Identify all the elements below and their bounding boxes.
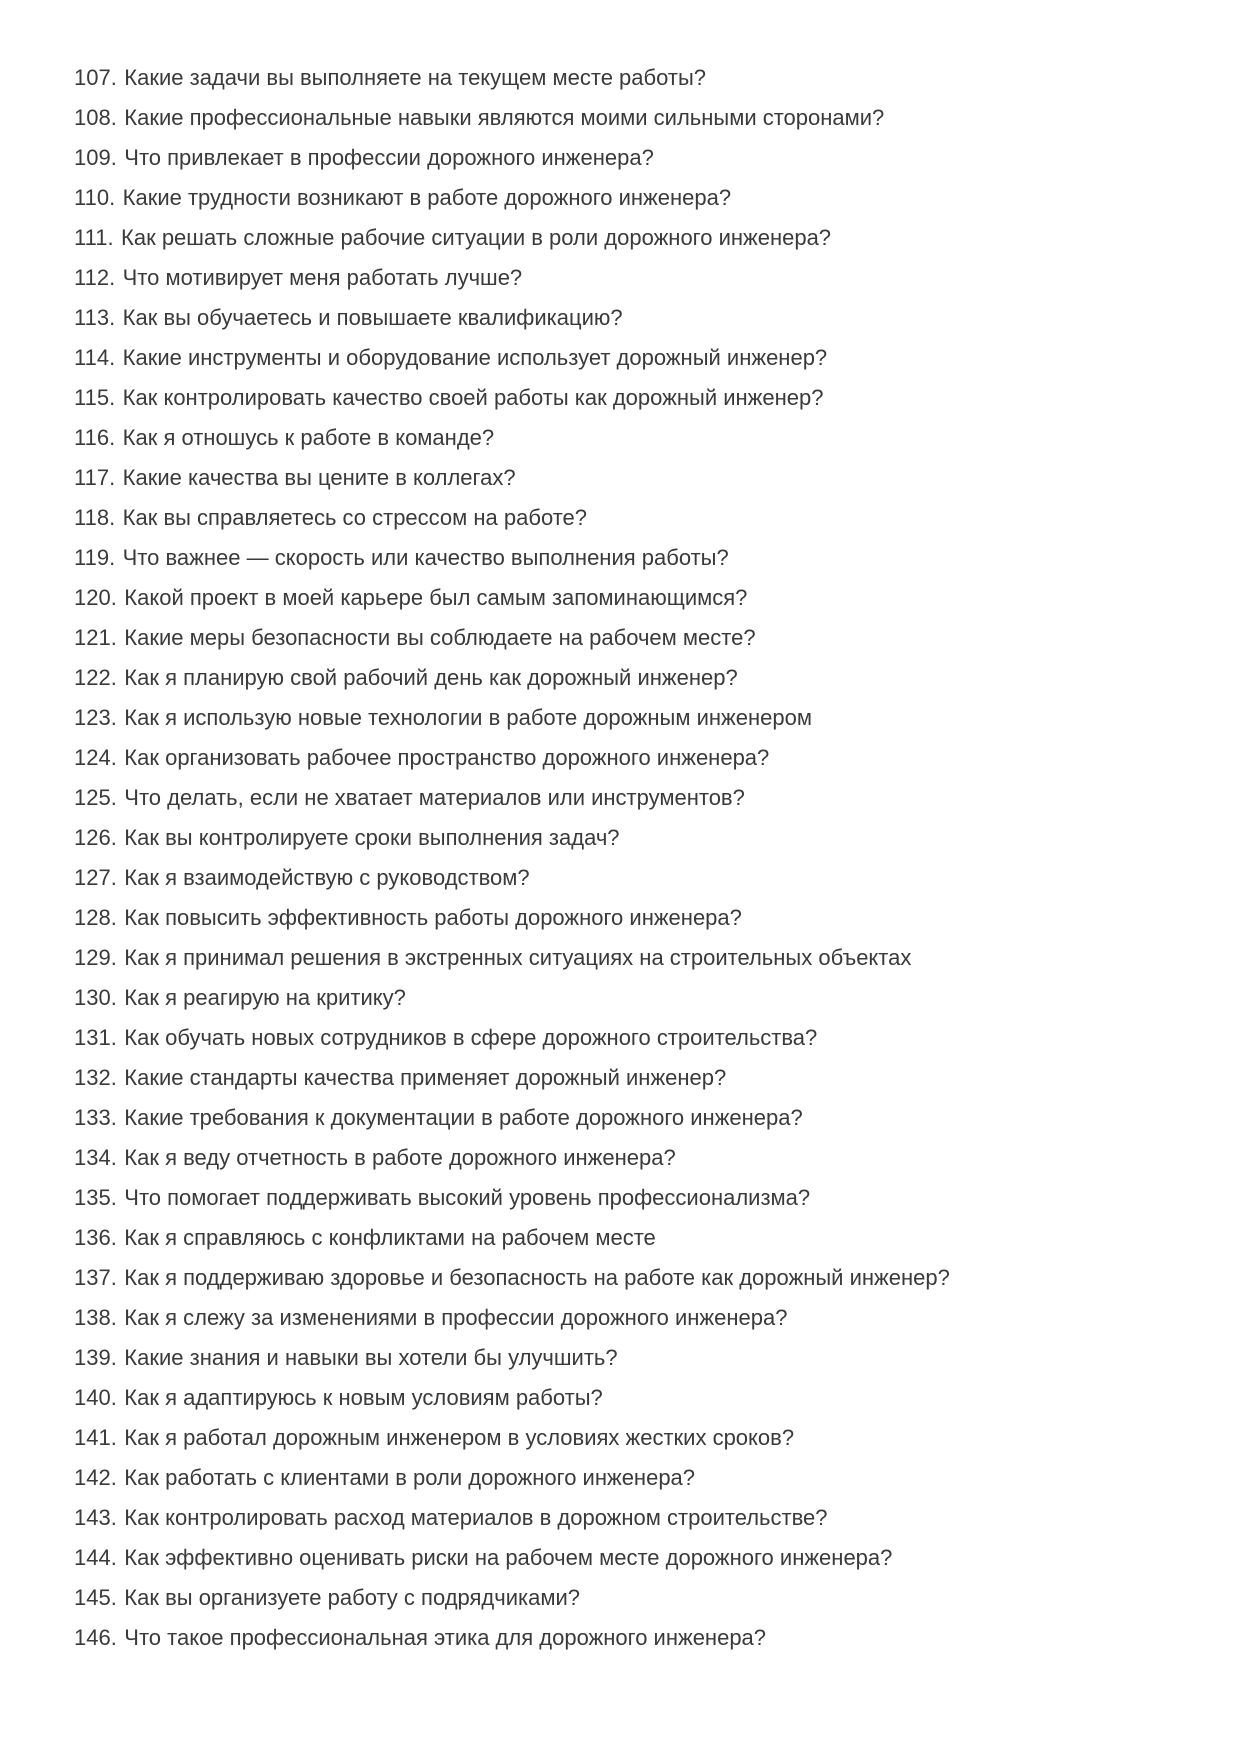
question-item xyxy=(74,1458,1179,1498)
question-number: 134. xyxy=(74,1145,117,1170)
question-item xyxy=(74,378,1179,418)
question-text: Что помогает поддерживать высокий уровень профессионализма? xyxy=(124,1185,811,1210)
question-number: 122. xyxy=(74,665,117,690)
question-text: Как я планирую свой рабочий день как дорожный инженер? xyxy=(124,665,738,690)
question-item xyxy=(74,578,1179,618)
question-item xyxy=(74,1258,1179,1298)
question-item xyxy=(74,938,1179,978)
question-text: Как я веду отчетность в работе дорожного инженера? xyxy=(124,1145,676,1170)
question-text: Какой проект в моей карьере был самым запоминающимся? xyxy=(124,585,748,610)
question-list xyxy=(74,58,1179,1658)
question-number: 144. xyxy=(74,1545,117,1570)
question-text: Как эффективно оценивать риски на рабочем месте дорожного инженера? xyxy=(124,1545,893,1570)
question-text: Какие инструменты и оборудование использует дорожный инженер? xyxy=(122,345,828,370)
question-number: 113. xyxy=(74,305,116,330)
question-number: 127. xyxy=(74,865,117,890)
question-number: 126. xyxy=(74,825,117,850)
question-item xyxy=(74,778,1179,818)
question-number: 120. xyxy=(74,585,117,610)
question-item xyxy=(74,138,1179,178)
question-number: 138. xyxy=(74,1305,117,1330)
question-item xyxy=(74,418,1179,458)
question-item xyxy=(74,338,1179,378)
question-item xyxy=(74,58,1179,98)
question-text: Что привлекает в профессии дорожного инженера? xyxy=(124,145,654,170)
question-text: Что такое профессиональная этика для дорожного инженера? xyxy=(124,1625,767,1650)
question-text: Что делать, если не хватает материалов или инструментов? xyxy=(124,785,745,810)
question-number: 133. xyxy=(74,1105,117,1130)
question-text: Как контролировать качество своей работы как дорожный инженер? xyxy=(122,385,824,410)
question-item xyxy=(74,98,1179,138)
question-number: 135. xyxy=(74,1185,117,1210)
question-item xyxy=(74,1178,1179,1218)
question-number: 110. xyxy=(74,185,116,210)
question-text: Какие стандарты качества применяет дорожный инженер? xyxy=(124,1065,727,1090)
question-item xyxy=(74,858,1179,898)
question-text: Как я отношусь к работе в команде? xyxy=(122,425,495,450)
question-item xyxy=(74,1618,1179,1658)
question-text: Как я реагирую на критику? xyxy=(124,985,406,1010)
question-number: 108. xyxy=(74,105,117,130)
question-item xyxy=(74,1338,1179,1378)
question-item xyxy=(74,218,1179,258)
question-text: Какие трудности возникают в работе дорожного инженера? xyxy=(122,185,732,210)
question-text: Как контролировать расход материалов в дорожном строительстве? xyxy=(124,1505,828,1530)
question-number: 132. xyxy=(74,1065,117,1090)
question-text: Какие меры безопасности вы соблюдаете на рабочем месте? xyxy=(124,625,756,650)
question-number: 112. xyxy=(74,265,116,290)
question-item xyxy=(74,1538,1179,1578)
question-item xyxy=(74,698,1179,738)
question-item xyxy=(74,1418,1179,1458)
question-text: Как вы контролируете сроки выполнения задач? xyxy=(124,825,620,850)
question-text: Как вы организуете работу с подрядчиками? xyxy=(124,1585,581,1610)
question-number: 146. xyxy=(74,1625,117,1650)
question-text: Как я принимал решения в экстренных ситуациях на строительных объектах xyxy=(124,945,912,970)
question-number: 125. xyxy=(74,785,117,810)
question-number: 121. xyxy=(74,625,117,650)
question-item xyxy=(74,1218,1179,1258)
question-number: 109. xyxy=(74,145,117,170)
question-item xyxy=(74,1018,1179,1058)
question-item xyxy=(74,298,1179,338)
question-item xyxy=(74,1578,1179,1618)
question-text: Как я поддерживаю здоровье и безопасность на работе как дорожный инженер? xyxy=(124,1265,950,1290)
question-number: 131. xyxy=(74,1025,117,1050)
question-item xyxy=(74,458,1179,498)
question-number: 128. xyxy=(74,905,117,930)
question-item xyxy=(74,538,1179,578)
question-item xyxy=(74,258,1179,298)
question-item xyxy=(74,1498,1179,1538)
question-text: Как я взаимодействую с руководством? xyxy=(124,865,530,890)
question-text: Как работать с клиентами в роли дорожного инженера? xyxy=(124,1465,696,1490)
question-number: 111. xyxy=(74,225,114,250)
question-number: 107. xyxy=(74,65,117,90)
question-text: Как я слежу за изменениями в профессии дорожного инженера? xyxy=(124,1305,788,1330)
question-item xyxy=(74,1138,1179,1178)
question-text: Какие требования к документации в работе дорожного инженера? xyxy=(124,1105,803,1130)
question-number: 129. xyxy=(74,945,117,970)
question-number: 115. xyxy=(74,385,116,410)
question-number: 130. xyxy=(74,985,117,1010)
question-text: Как я адаптируюсь к новым условиям работы? xyxy=(124,1385,603,1410)
question-text: Что мотивирует меня работать лучше? xyxy=(122,265,523,290)
question-text: Как организовать рабочее пространство дорожного инженера? xyxy=(124,745,770,770)
question-text: Как повысить эффективность работы дорожного инженера? xyxy=(124,905,742,930)
question-item xyxy=(74,1058,1179,1098)
question-number: 114. xyxy=(74,345,116,370)
question-item xyxy=(74,1378,1179,1418)
question-item xyxy=(74,1298,1179,1338)
question-text: Как вы справляетесь со стрессом на работе? xyxy=(122,505,587,530)
question-text: Как решать сложные рабочие ситуации в роли дорожного инженера? xyxy=(121,225,832,250)
question-number: 142. xyxy=(74,1465,117,1490)
question-text: Как я справляюсь с конфликтами на рабочем месте xyxy=(124,1225,656,1250)
question-number: 141. xyxy=(74,1425,117,1450)
question-text: Какие задачи вы выполняете на текущем месте работы? xyxy=(124,65,706,90)
question-item xyxy=(74,618,1179,658)
question-text: Какие профессиональные навыки являются моими сильными сторонами? xyxy=(124,105,885,130)
question-item xyxy=(74,818,1179,858)
question-text: Что важнее — скорость или качество выполнения работы? xyxy=(122,545,729,570)
question-text: Как вы обучаетесь и повышаете квалификацию? xyxy=(122,305,623,330)
question-text: Какие качества вы цените в коллегах? xyxy=(122,465,516,490)
question-item xyxy=(74,178,1179,218)
question-text: Какие знания и навыки вы хотели бы улучшить? xyxy=(124,1345,618,1370)
question-item xyxy=(74,1098,1179,1138)
question-number: 116. xyxy=(74,425,116,450)
question-text: Как я работал дорожным инженером в условиях жестких сроков? xyxy=(124,1425,795,1450)
question-number: 124. xyxy=(74,745,117,770)
question-number: 140. xyxy=(74,1385,117,1410)
question-item xyxy=(74,898,1179,938)
question-number: 136. xyxy=(74,1225,117,1250)
question-number: 143. xyxy=(74,1505,117,1530)
question-number: 139. xyxy=(74,1345,117,1370)
question-item xyxy=(74,658,1179,698)
question-number: 119. xyxy=(74,545,116,570)
question-number: 118. xyxy=(74,505,116,530)
question-text: Как я использую новые технологии в работе дорожным инженером xyxy=(124,705,812,730)
question-item xyxy=(74,738,1179,778)
question-number: 117. xyxy=(74,465,116,490)
question-item xyxy=(74,498,1179,538)
question-number: 123. xyxy=(74,705,117,730)
question-text: Как обучать новых сотрудников в сфере дорожного строительства? xyxy=(124,1025,818,1050)
question-item xyxy=(74,978,1179,1018)
question-number: 137. xyxy=(74,1265,117,1290)
question-number: 145. xyxy=(74,1585,117,1610)
